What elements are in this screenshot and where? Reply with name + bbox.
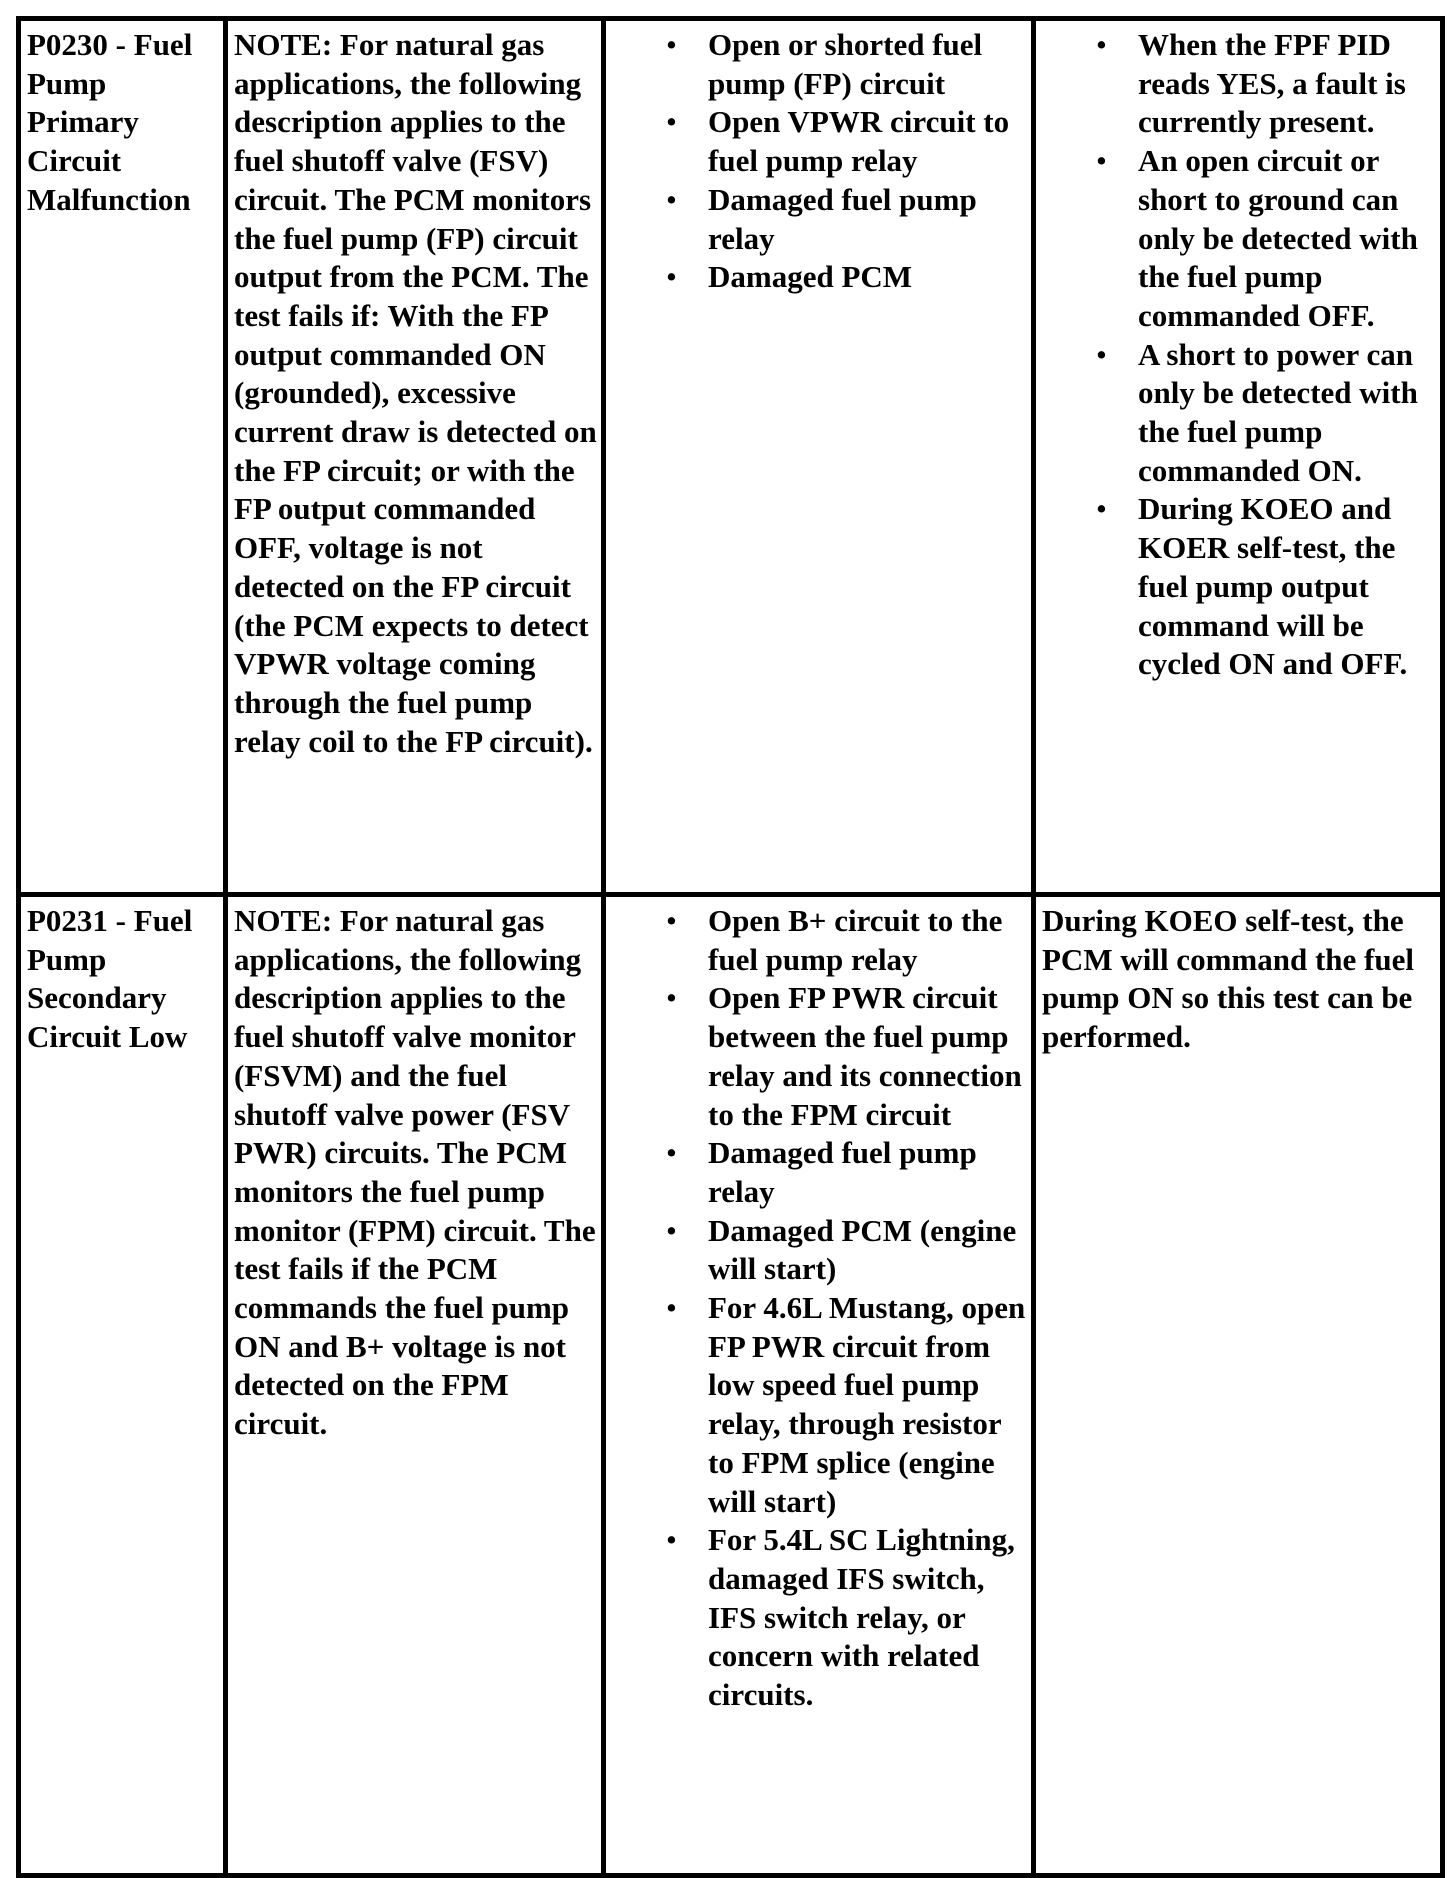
list-item: • For 5.4L SC Lightning, damaged IFS switch, IFS switch relay, or concern with related circuits. xyxy=(612,1521,1027,1715)
diagnostic-aids-cell: During KOEO self-test, the PCM will command the fuel pump ON so this test can be performed. xyxy=(1034,895,1443,1876)
dtc-code-cell: P0230 - Fuel Pump Primary Circuit Malfunction xyxy=(19,19,226,895)
list-item: • Open or shorted fuel pump (FP) circuit xyxy=(612,26,1027,103)
table-row xyxy=(19,895,1443,1876)
table-row xyxy=(19,19,1443,895)
possible-causes-cell xyxy=(604,895,1034,1876)
list-item: • An open circuit or short to ground can only be detected with the fuel pump commanded OFF. xyxy=(1042,142,1436,336)
diagnostic-aids-list xyxy=(1042,26,1436,684)
dtc-table xyxy=(16,16,1445,1878)
list-item: • During KOEO and KOER self-test, the fuel pump output command will be cycled ON and OFF. xyxy=(1042,490,1436,684)
list-item: • Damaged fuel pump relay xyxy=(612,181,1027,258)
list-item: • Open VPWR circuit to fuel pump relay xyxy=(612,103,1027,180)
possible-causes-cell xyxy=(604,19,1034,895)
description-cell: NOTE: For natural gas applications, the following description applies to the fuel shutoff valve monitor (FSVM) and the fuel shutoff valve power (FSV PWR) circuits. The PCM monitors the fuel pump monitor (FPM) circuit. The test fails if the PCM commands the fuel pump ON and B+ voltage is not detected on the FPM circuit. xyxy=(226,895,604,1876)
list-item: • Damaged PCM xyxy=(612,258,1027,297)
diagnostic-aids-cell xyxy=(1034,19,1443,895)
dtc-code-cell: P0231 - Fuel Pump Secondary Circuit Low xyxy=(19,895,226,1876)
description-cell: NOTE: For natural gas applications, the following description applies to the fuel shutoff valve (FSV) circuit. The PCM monitors the fuel pump (FP) circuit output from the PCM. The test fails if: With the FP output commanded ON (grounded), excessive current draw is detected on the FP circuit; or with the FP output commanded OFF, voltage is not detected on the FP circuit (the PCM expects to detect VPWR voltage coming through the fuel pump relay coil to the FP circuit). xyxy=(226,19,604,895)
list-item: • Damaged PCM (engine will start) xyxy=(612,1212,1027,1289)
list-item: • Open B+ circuit to the fuel pump relay xyxy=(612,902,1027,979)
list-item: • For 4.6L Mustang, open FP PWR circuit from low speed fuel pump relay, through resistor to FPM splice (engine will start) xyxy=(612,1289,1027,1521)
possible-causes-list xyxy=(612,902,1027,1715)
list-item: • When the FPF PID reads YES, a fault is currently present. xyxy=(1042,26,1436,142)
list-item: • Damaged fuel pump relay xyxy=(612,1134,1027,1211)
list-item: • Open FP PWR circuit between the fuel pump relay and its connection to the FPM circuit xyxy=(612,979,1027,1134)
list-item: • A short to power can only be detected with the fuel pump commanded ON. xyxy=(1042,336,1436,491)
possible-causes-list xyxy=(612,26,1027,297)
